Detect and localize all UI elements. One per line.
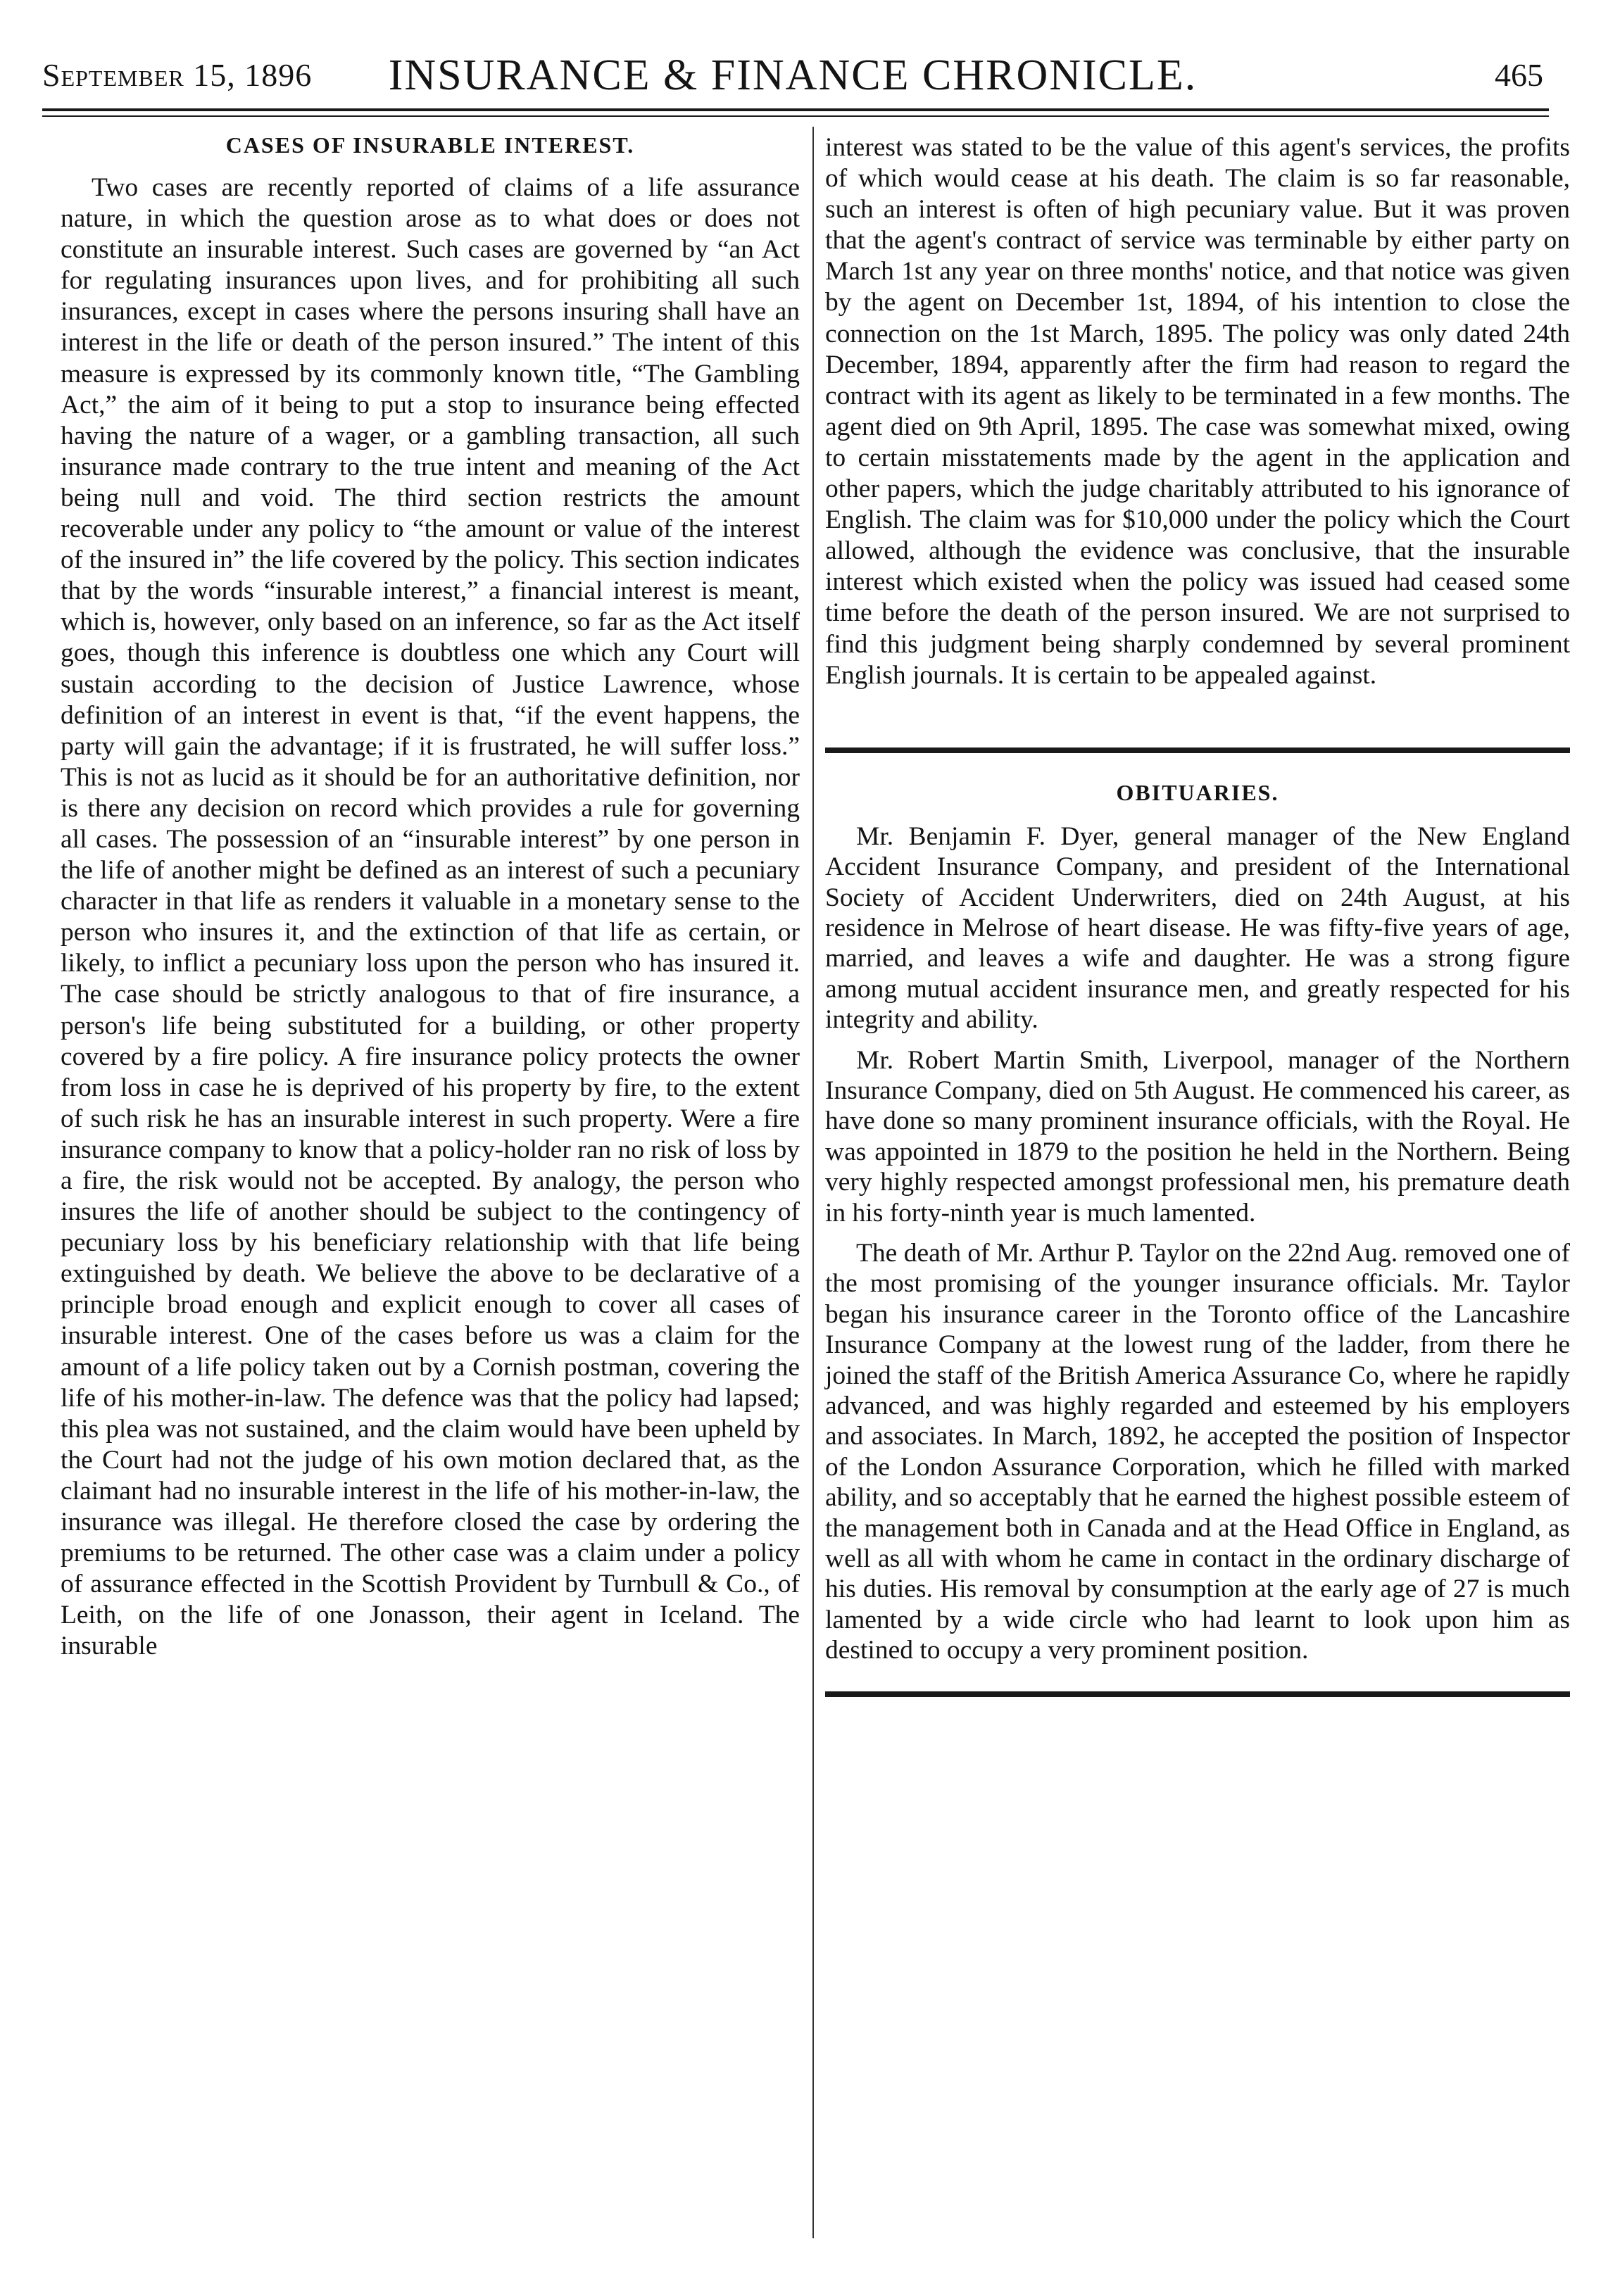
column-divider (812, 127, 814, 2238)
article-heading: CASES OF INSURABLE INTEREST. (225, 132, 635, 158)
end-rule (825, 1691, 1570, 1697)
left-column (61, 132, 800, 1663)
publication-title: INSURANCE & FINANCE CHRONICLE. (388, 51, 1198, 99)
article-text-right: interest was stated to be the value of this agent's services, the profits of which would cease at his death. The claim is so far reasonable, such an interest is often of high pecuniary value. But it was proven that the agent's contract of service was terminable by either party on March 1st any year on three months' notice, and that notice was given by the agent on December 1st, 1894, of his intention to close the connection on the 1st March, 1895. The policy was only dated 24th December, 1894, apparently after the firm had reason to regard the contract with its agent as likely to be terminated in a few months. The agent died on 9th April, 1895. The case was somewhat mixed, owing to certain misstatements made by the agent in the application and other papers, which the judge charitably attributed to his ignorance of English. The claim was for $10,000 under the policy which the Court allowed, although the evidence was conclusive, that the insurable interest which existed when the policy was issued had ceased some time before the death of the person insured. We are not surprised to find this judgment being sharply condemned by several prominent English journals. It is certain to be appealed against. (825, 133, 1570, 690)
right-column (825, 132, 1570, 1697)
masthead-rule (42, 108, 1549, 111)
issue-date: September 15, 1896 (42, 57, 313, 93)
section-rule (825, 748, 1570, 753)
obituary-dyer: Mr. Benjamin F. Dyer, general manager of the New England Accident Insurance Company, and president of the International Society of Accident Underwriters, died on 24th August, at his residence in Melrose of heart disease. He was fifty-five years of age, married, and leaves a wife and daughter. He was a strong figure among mutual accident insurance men, and greatly respected for his integrity and ability. (825, 821, 1570, 1035)
obituary-smith: Mr. Robert Martin Smith, Liverpool, manager of the Northern Insurance Company, died on 5th August. He commenced his career, as have done so many prominent insurance officials, with the Royal. He was appointed in 1879 to the position he held in the Northern. Being very highly respected amongst professional men, his premature death in his forty-ninth year is much lamented. (825, 1045, 1570, 1228)
masthead (42, 51, 1543, 114)
page-number: 465 (1495, 57, 1543, 93)
obituary-taylor: The death of Mr. Arthur P. Taylor on the 22nd Aug. removed one of the most promising of the younger insurance officials. Mr. Taylor began his insurance career in the Toronto office of the Lancashire Insurance Company at the lowest rung of the ladder, from there he joined the staff of the British America Assurance Co, where he rapidly advanced, and was highly regarded and esteemed by his employers and associates. In March, 1892, he accepted the position of Inspector of the London Assurance Corporation, which he filled with marked ability, and so acceptably that he earned the highest possible esteem of the management both in Canada and at the Head Office in England, as well as all with whom he came in contact in the ordinary discharge of his duties. His removal by consumption at the early age of 27 is much lamented by a wide circle who had learnt to look upon him as destined to occupy a very prominent position. (825, 1238, 1570, 1665)
article-text-left: Two cases are recently reported of claims of a life assurance nature, in which the question arose as to what does or does not constitute an insurable interest. Such cases are governed by “an Act for regulating insurances upon lives, and for prohibiting all such insurances, except in cases where the persons insuring shall have an interest in the life or death of the person insured.” The intent of this measure is expressed by its commonly known title, “The Gambling Act,” the aim of it being to put a stop to insurance being effected having the nature of a wager, or a gambling transaction, all such insurance made contrary to the true intent and meaning of the Act being null and void. The third section restricts the amount recoverable under any policy to “the amount or value of the interest of the insured in” the life covered by the policy. This section indicates that by the words “insurable interest,” a financial interest is meant, which is, however, only based on an inference, so far as the Act itself goes, though this inference is doubtless one which any Court will sustain according to the decision of Justice Lawrence, whose definition of an interest in event is that, “if the event happens, the party will gain the advantage; if it is frustrated, he will suffer loss.” This is not as lucid as it should be for an authoritative definition, nor is there any decision on record which provides a rule for governing all cases. The possession of an “insurable interest” by one person in the life of another might be defined as an interest of such a pecuniary character in that life as renders it valuable in a monetary sense to the person who insures it, and the extinction of that life as certain, or likely, to inflict a pecuniary loss upon the person who has insured it. The case should be strictly analogous to that of fire insurance, a person's life being substituted for a building, or other property covered by a fire policy. A fire insurance policy protects the owner from loss in case he is deprived of his property by fire, to the extent of such risk he has an insurable interest in such property. Were a fire insurance company to know that a policy-holder ran no risk of loss by a fire, the risk would not be accepted. By analogy, the person who insures the life of another should be subject to the contingency of pecuniary loss by his beneficiary relationship with that life being extinguished by death. We believe the above to be declarative of a principle broad enough and explicit enough to cover all cases of insurable interest. One of the cases before us was a claim for the amount of a life policy taken out by a Cornish postman, covering the life of his mother-in-law. The defence was that the policy had lapsed; this plea was not sustained, and the claim would have been upheld by the Court had not the judge of his own motion declared that, as the claimant had no insurable interest in the life of his mother-in-law, the insurance was illegal. He therefore closed the case by ordering the premiums to be returned. The other case was a claim under a policy of assurance effected in the Scottish Provident by Turnbull & Co., of Leith, on the life of one Jonasson, their agent in Iceland. The insurable (61, 173, 800, 1661)
masthead-rule-thin (42, 115, 1549, 117)
obituaries-heading: OBITUARIES. (1116, 779, 1279, 805)
